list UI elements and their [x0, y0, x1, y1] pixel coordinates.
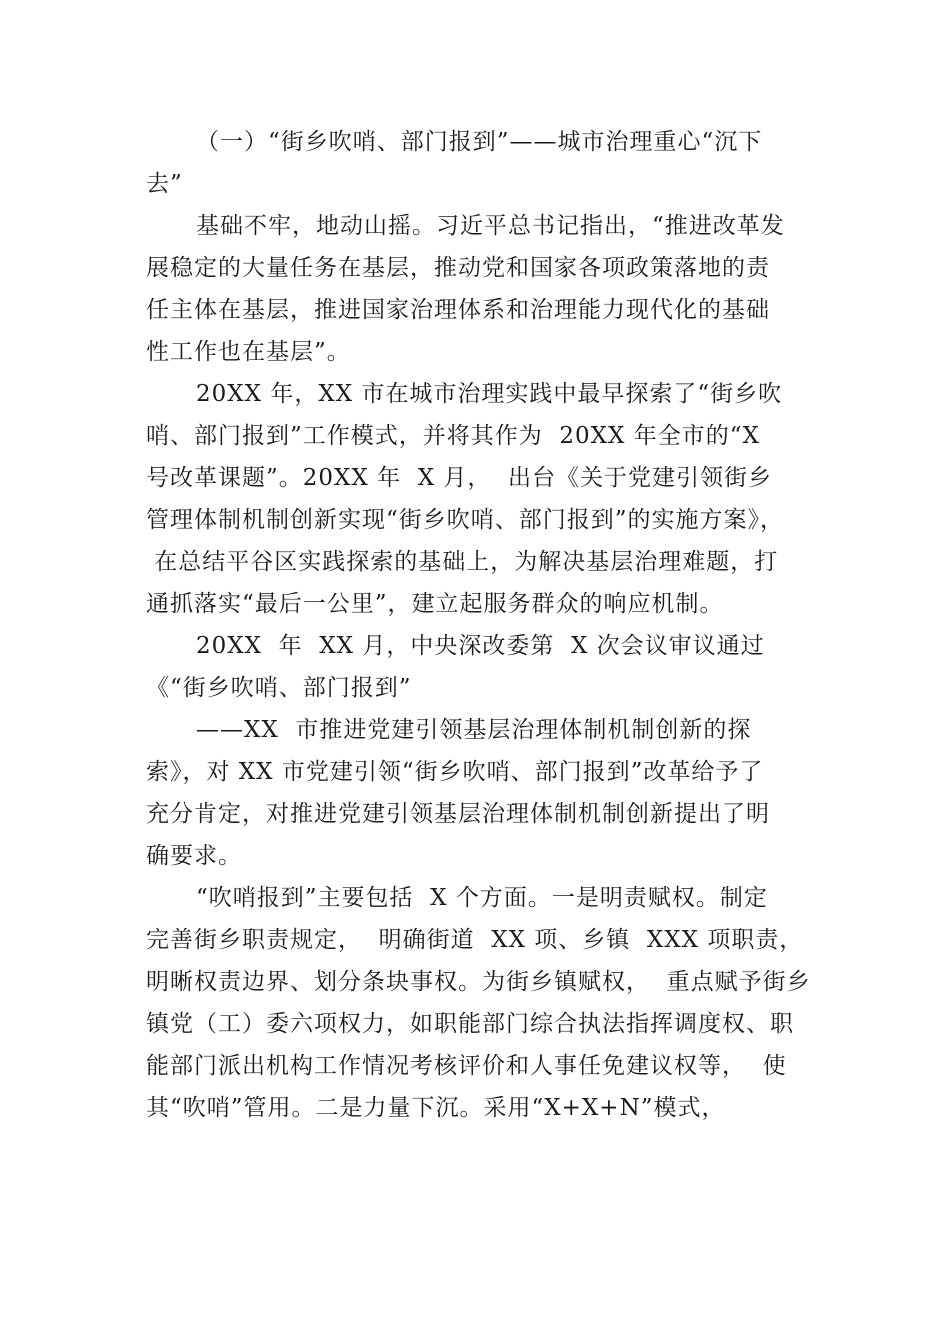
- text-line: 号改革课题”。20XX 年 X 月， 出台《关于党建引领街乡: [146, 465, 773, 491]
- text-line: 镇党（工）委六项权力，如职能部门综合执法指挥调度权、职: [146, 1011, 794, 1037]
- text-line: 任主体在基层，推进国家治理体系和治理能力现代化的基础: [146, 297, 770, 323]
- text-line: 展稳定的大量任务在基层，推动党和国家各项政策落地的责: [146, 255, 770, 281]
- text-line: 《“街乡吹哨、部门报到”: [146, 675, 412, 701]
- text-line: 哨、部门报到”工作模式，并将其作为 20XX 年全市的“X: [146, 423, 760, 449]
- text-line: 能部门派出机构工作情况考核评价和人事任免建议权等， 使: [146, 1053, 787, 1079]
- text-line: 明晰权责边界、划分条块事权。为街乡镇赋权， 重点赋予街乡: [146, 969, 811, 995]
- text-line: “吹哨报到”主要包括 X 个方面。一是明责赋权。制定: [196, 885, 768, 911]
- text-line: 确要求。: [146, 843, 242, 869]
- text-line: 去”: [146, 171, 183, 197]
- text-line: ——XX 市推进党建引领基层治理体制机制创新的探: [196, 717, 752, 743]
- document-body: [146, 121, 818, 1129]
- text-line: 性工作也在基层”。: [146, 339, 351, 365]
- text-line: 20XX 年 XX 月，中央深改委第 X 次会议审议通过: [196, 633, 765, 659]
- text-line: 通抓落实“最后一公里”，建立起服务群众的响应机制。: [146, 591, 724, 617]
- text-line: 在总结平谷区实践探索的基础上，为解决基层治理难题，打: [146, 549, 779, 575]
- text-line: （一）“街乡吹哨、部门报到”——城市治理重心“沉下: [196, 129, 763, 155]
- text-line: 充分肯定，对推进党建引领基层治理体制机制创新提出了明: [146, 801, 770, 827]
- text-line: 基础不牢，地动山摇。习近平总书记指出，“推进改革发: [196, 213, 785, 239]
- text-line: 完善街乡职责规定， 明确街道 XX 项、乡镇 XXX 项职责，: [146, 927, 804, 953]
- text-line: 管理体制机制创新实现“街乡吹哨、部门报到”的实施方案》，: [146, 507, 785, 533]
- text-line: 20XX 年，XX 市在城市治理实践中最早探索了“街乡吹: [196, 381, 783, 407]
- text-line: 其“吹哨”管用。二是力量下沉。采用“X+X+N”模式，: [146, 1095, 726, 1121]
- text-line: 索》，对 XX 市党建引领“街乡吹哨、部门报到”改革给予了: [146, 759, 764, 785]
